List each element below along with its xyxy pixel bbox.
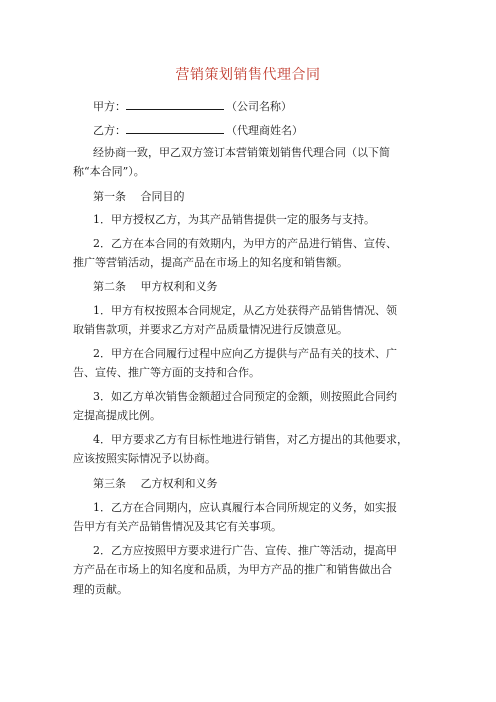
clause-line: 1．甲方授权乙方，为其产品销售提供一定的服务与支持。 xyxy=(93,213,375,226)
clause-line: 1．乙方在合同期内，应认真履行本合同所规定的义务，如实报 xyxy=(93,501,397,514)
clause-line: 3．如乙方单次销售金额超过合同预定的金额，则按照此合同约 xyxy=(93,390,397,403)
party-b-line xyxy=(93,122,303,138)
clause-line: 1．甲方有权按照本合同规定，从乙方处获得产品销售情况、领 xyxy=(93,304,397,317)
preamble-line: 称“本合同”）。 xyxy=(73,165,145,178)
preamble-line: 经协商一致，甲乙双方签订本营销策划销售代理合同（以下简 xyxy=(93,146,390,159)
clause-line: 2．乙方在本合同的有效期内，为甲方的产品进行销售、宣传、 xyxy=(93,237,397,250)
party-b-label: 乙方： xyxy=(93,124,126,137)
party-b-note: （代理商姓名） xyxy=(226,124,303,137)
party-a-line xyxy=(93,98,292,114)
clause-line: 告甲方有关产品销售情况及其它有关事项。 xyxy=(73,520,282,533)
clause-line: 应该按照实际情况予以协商。 xyxy=(73,452,216,465)
clause-line: 告、宣传、推广等方面的支持和合作。 xyxy=(73,366,260,379)
clause-line: 2．乙方应按照甲方要求进行广告、宣传、推广等活动，提高甲 xyxy=(93,544,397,557)
article-heading: 第二条 甲方权利和义务 xyxy=(93,280,218,293)
clause-line: 定提高提成比例。 xyxy=(73,409,161,422)
document-title: 营销策划销售代理合同 xyxy=(175,67,321,83)
clause-line: 4．甲方要求乙方有目标性地进行销售，对乙方提出的其他要求， xyxy=(93,433,408,446)
party-a-note: （公司名称） xyxy=(226,100,292,113)
clause-line: 理的贡献。 xyxy=(73,583,128,596)
party-a-label: 甲方： xyxy=(93,100,126,113)
clause-line: 推广等营销活动，提高产品在市场上的知名度和销售额。 xyxy=(73,256,348,269)
article-heading: 第三条 乙方权利和义务 xyxy=(93,477,218,490)
clause-line: 取销售款项，并要求乙方对产品质量情况进行反馈意见。 xyxy=(73,323,348,336)
party-a-blank xyxy=(126,98,224,110)
clause-line: 2．甲方在合同履行过程中应向乙方提供与产品有关的技术、广 xyxy=(93,347,397,360)
party-b-blank xyxy=(126,122,224,134)
article-heading: 第一条 合同目的 xyxy=(93,190,185,203)
clause-line: 方产品在市场上的知名度和品质，为甲方产品的推广和销售做出合 xyxy=(73,563,392,576)
